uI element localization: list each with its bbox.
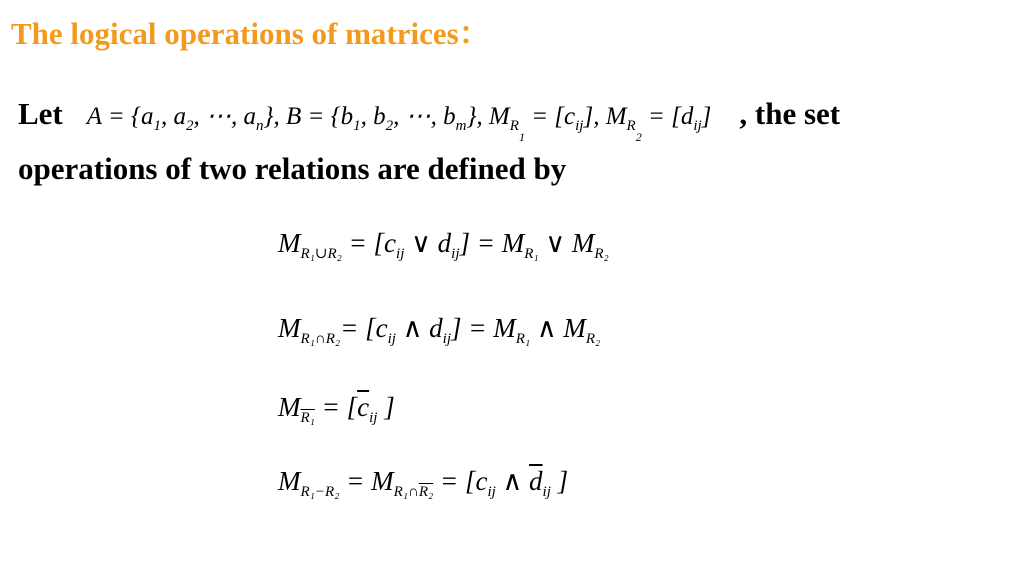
intro-suffix: , the set: [739, 96, 841, 131]
intro-paragraph: [18, 88, 1008, 195]
equation-complement: $M_{R_1} = [\overline{c}_{ij}$ ]: [278, 392, 395, 426]
set-definitions: $A = \{a_1$, $a_2$, ⋯, $a_n$}, $B = \{b_1$, $b_2$, ⋯, $b_m$}, $M_{R_1} = [c_{ij}]$, $M_{R_2} = [d_{ij}]$: [86, 103, 712, 144]
slide-title: The logical operations of matrices：: [11, 16, 490, 51]
equation-intersection: $M_{R_1\cap R_2}= [c_{ij}$ ∧ $d_{ij}] = M_{R_1}$ ∧ $M_{R_2}$: [278, 313, 601, 347]
intro-line2: operations of two relations are defined by: [18, 151, 567, 186]
intro-prefix: Let: [18, 96, 63, 131]
equation-difference: $M_{R_1-R_2} = M_{R_1\cap R_2} = [c_{ij}$ ∧ $\overline{d}_{ij}$ ]: [278, 466, 569, 500]
equation-union: $M_{R_1\cup R_2} = [c_{ij}$ ∨ $d_{ij}] = M_{R_1}$ ∨ $M_{R_2}$: [278, 228, 609, 262]
